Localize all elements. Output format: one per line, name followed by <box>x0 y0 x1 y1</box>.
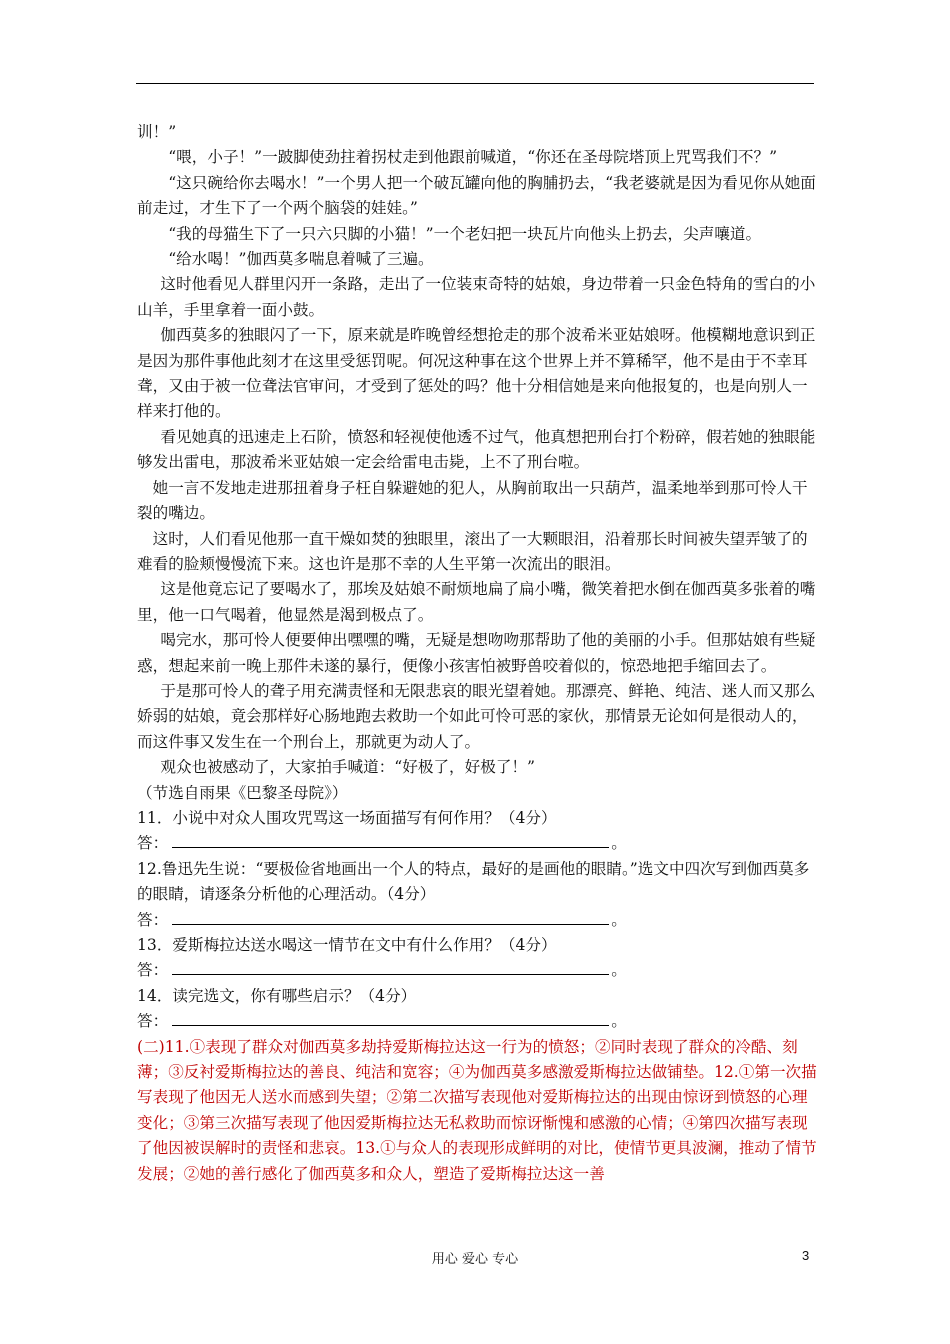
answer-blank[interactable] <box>172 908 609 925</box>
paragraph: “喂，小子！”一跛脚使劲拄着拐杖走到他跟前喊道，“你还在圣母院塔顶上咒骂我们不？” <box>168 148 778 167</box>
question: 14．读完选文，你有哪些启示？（4分） <box>137 986 417 1005</box>
answer-row <box>137 831 817 856</box>
question: 12.鲁迅先生说：“要极俭省地画出一个人的特点，最好的是画他的眼睛。”选文中四次写到伽西莫多的眼睛，请逐条分析他的心理活动。（4分） <box>137 859 810 904</box>
answer-end: 。 <box>611 961 627 980</box>
answer-end: 。 <box>611 1012 627 1031</box>
paragraph: 伽西莫多的独眼闪了一下，原来就是昨晚曾经想抢走的那个波希米亚姑娘呀。他模糊地意识到正是因为那件事他此刻才在这里受惩罚呢。何况这种事在这个世界上并不算稀罕，他不是由于不幸耳聋，又由于被一位聋法官审问，才受到了惩处的吗？他十分相信她是来向他报复的，也是向别人一样来打他的。 <box>137 326 816 421</box>
answer-row <box>137 1009 817 1034</box>
paragraph: “给水喝！”伽西莫多喘息着喊了三遍。 <box>168 250 434 269</box>
answer-blank[interactable] <box>172 1009 609 1026</box>
paragraph: 看见她真的迅速走上石阶，愤怒和轻视使他透不过气，他真想把刑台打个粉碎，假若她的独眼能够发出雷电，那波希米亚姑娘一定会给雷电击毙，上不了刑台啦。 <box>137 427 816 472</box>
answer-row <box>137 908 817 933</box>
source-citation: （节选自雨果《巴黎圣母院》） <box>137 783 348 802</box>
question: 11．小说中对众人围攻咒骂这一场面描写有何作用？（4分） <box>137 808 557 827</box>
answer-label: 答： <box>137 834 169 853</box>
paragraph: 喝完水，那可怜人便要伸出嘿嘿的嘴，无疑是想吻吻那帮助了他的美丽的小手。但那姑娘有些疑惑，想起来前一晚上那件未遂的暴行，便像小孩害怕被野兽咬着似的，惊恐地把手缩回去了。 <box>137 631 816 675</box>
answer-label: 答： <box>137 961 169 980</box>
document-body <box>137 120 817 1187</box>
paragraph: 观众也被感动了，大家拍手喊道：“好极了，好极了！” <box>160 758 535 777</box>
question: 13．爱斯梅拉达送水喝这一情节在文中有什么作用？（4分） <box>137 936 557 954</box>
answer-label: 答： <box>137 910 169 929</box>
paragraph: “我的母猫生下了一只六只脚的小猫！”一个老妇把一块瓦片向他头上扔去，尖声嚷道。 <box>168 224 762 243</box>
paragraph: “这只碗给你去喝水！”一个男人把一个破瓦罐向他的胸脯扔去，“我老婆就是因为看见你从她面前走过，才生下了一个两个脑袋的娃娃。” <box>137 173 816 218</box>
page-number: 3 <box>802 1248 810 1263</box>
header-rule <box>136 83 814 84</box>
answer-key: (二)11.①表现了群众对伽西莫多劫持爱斯梅拉达这一行为的愤怒；②同时表现了群众的冷酷、刻薄；③反衬爱斯梅拉达的善良、纯洁和宽容；④为伽西莫多感激爱斯梅拉达做铺垫。12.①第一次描写表现了他因无人送水而感到失望；②第二次描写表现他对爱斯梅拉达的出现由惊讶到愤怒的心理变化；③第三次描写表现了他因爱斯梅拉达无私救助而惊讶惭愧和感激的心情；④第四次描写表现了他因被误解时的责怪和悲哀。13.①与众人的表现形成鲜明的对比，使情节更具波澜，推动了情节发展；②她的善行感化了伽西莫多和众人，塑造了爱斯梅拉达这一善 <box>137 1037 817 1183</box>
paragraph: 她一言不发地走进那扭着身子枉自躲避她的犯人，从胸前取出一只葫芦，温柔地举到那可怜人干裂的嘴边。 <box>137 478 808 523</box>
answer-end: 。 <box>611 910 627 929</box>
paragraph: 这时他看见人群里闪开一条路，走出了一位装束奇特的姑娘，身边带着一只金色特角的雪白的小山羊，手里拿着一面小鼓。 <box>137 275 816 319</box>
answer-row <box>137 958 817 983</box>
answer-label: 答： <box>137 1012 169 1031</box>
paragraph: 于是那可怜人的聋子用充满责怪和无限悲哀的眼光望着她。那漂亮、鲜艳、纯洁、迷人而又那么娇弱的姑娘，竟会那样好心肠地跑去救助一个如此可怜可恶的家伙，那情景无论如何是很动人的，而这件事又发生在一个刑台上，那就更为动人了。 <box>137 681 816 751</box>
answer-blank[interactable] <box>172 958 609 975</box>
paragraph: 这是他竟忘记了要喝水了，那埃及姑娘不耐烦地扁了扁小嘴，微笑着把水倒在伽西莫多张着的嘴里，他一口气喝着，他显然是渴到极点了。 <box>137 580 816 624</box>
answer-blank[interactable] <box>172 831 609 848</box>
paragraph: 这时，人们看见他那一直干燥如焚的独眼里，滚出了一大颗眼泪，沿着那长时间被失望弄皱了的难看的脸颊慢慢流下来。这也许是那不幸的人生平第一次流出的眼泪。 <box>137 529 808 573</box>
footer-slogan: 用心 爱心 专心 <box>431 1252 519 1267</box>
paragraph: 训！” <box>137 123 177 141</box>
answer-end: 。 <box>611 834 627 853</box>
